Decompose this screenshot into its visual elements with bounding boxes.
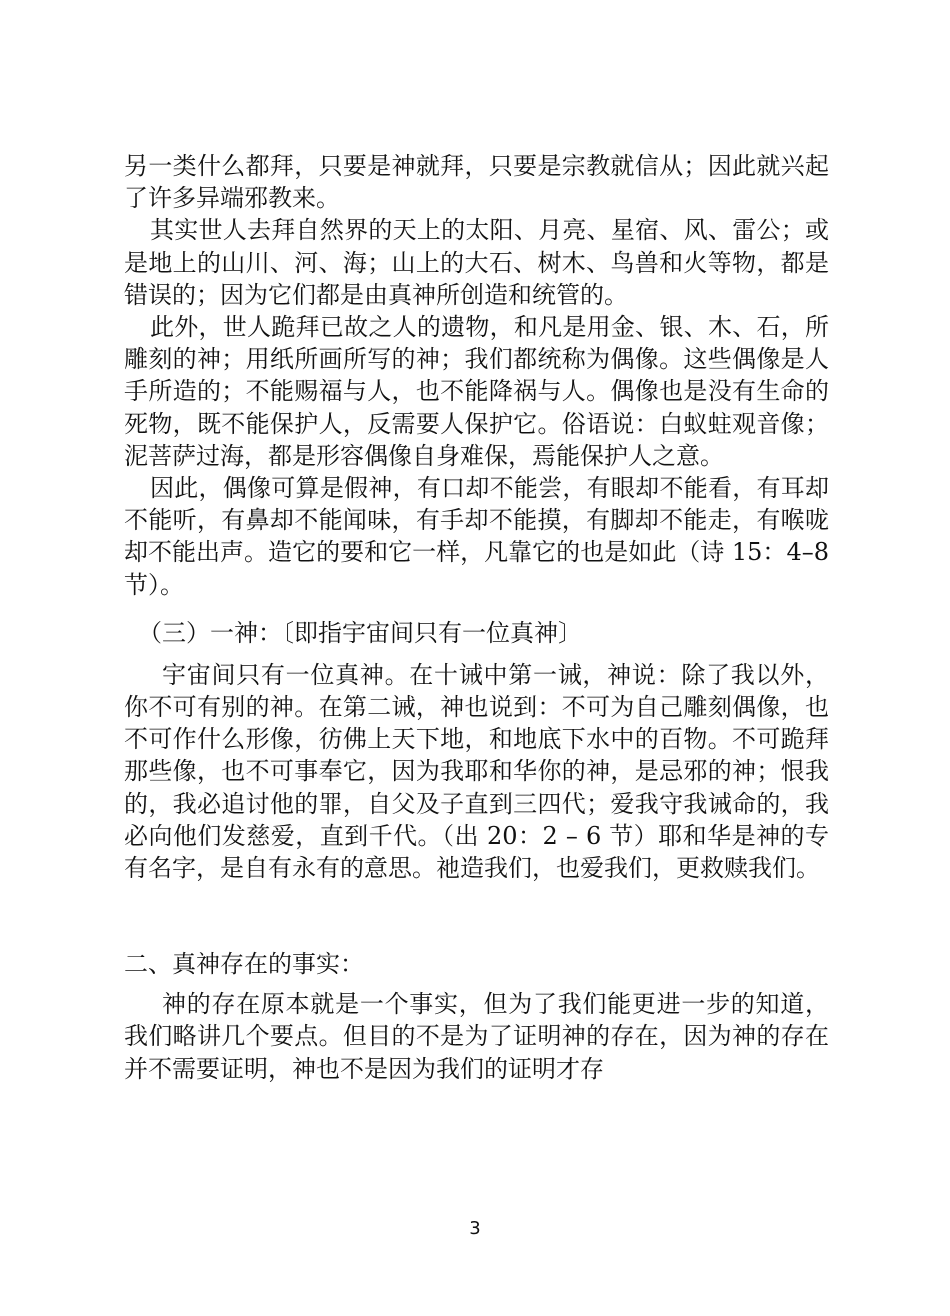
paragraph-nature-worship: 其实世人去拜自然界的天上的太阳、月亮、星宿、风、雷公；或是地上的山川、河、海；山上的大石、树木、鸟兽和火等物，都是错误的；因为它们都是由真神所创造和统管的。 xyxy=(124,216,829,309)
section-heading-one-god: （三）一神：〔即指宇宙间只有一位真神〕 xyxy=(138,618,582,647)
paragraph-existence-of-god: 神的存在原本就是一个事实，但为了我们能更进一步的知道，我们略讲几个要点。但目的不是为了证明神的存在，因为神的存在并不需要证明，神也不是因为我们的证明才存 xyxy=(124,990,829,1083)
paragraph-one-true-god: 宇宙间只有一位真神。在十诫中第一诫，神说：除了我以外，你不可有别的神。在第二诫，神也说到：不可为自己雕刻偶像，也不可作什么形像，彷佛上天下地，和地底下水中的百物。不可跪拜那些像，也不可事奉它，因为我耶和华你的神，是忌邪的神；恨我的，我必追讨他的罪，自父及子直到三四代；爱我守我诫命的，我必向他们发慈爱，直到千代。（出 20：2 – 6 节）耶和华是神的专有名字，是自有永有的意思。祂造我们，也爱我们，更救赎我们。 xyxy=(124,660,829,883)
paragraph-false-gods: 因此，偶像可算是假神，有口却不能尝，有眼却不能看，有耳却不能听，有鼻却不能闻味，有手却不能摸，有脚却不能走，有喉咙却不能出声。造它的要和它一样，凡靠它的也是如此（诗 15：4–8 节）。 xyxy=(124,474,829,599)
paragraph-heretical-cults: 另一类什么都拜，只要是神就拜，只要是宗教就信从；因此就兴起了许多异端邪教来。 xyxy=(124,152,829,213)
section-heading-existence-of-god: 二、真神存在的事实： xyxy=(124,950,364,979)
paragraph-idols: 此外，世人跪拜已故之人的遗物，和凡是用金、银、木、石，所雕刻的神；用纸所画所写的神；我们都统称为偶像。这些偶像是人手所造的；不能赐福与人，也不能降祸与人。偶像也是没有生命的死物，既不能保护人，反需要人保护它。俗语说：白蚁蛀观音像；泥菩萨过海，都是形容偶像自身难保，焉能保护人之意。 xyxy=(124,313,829,470)
document-page xyxy=(124,150,829,1085)
page-number: 3 xyxy=(469,1218,481,1239)
